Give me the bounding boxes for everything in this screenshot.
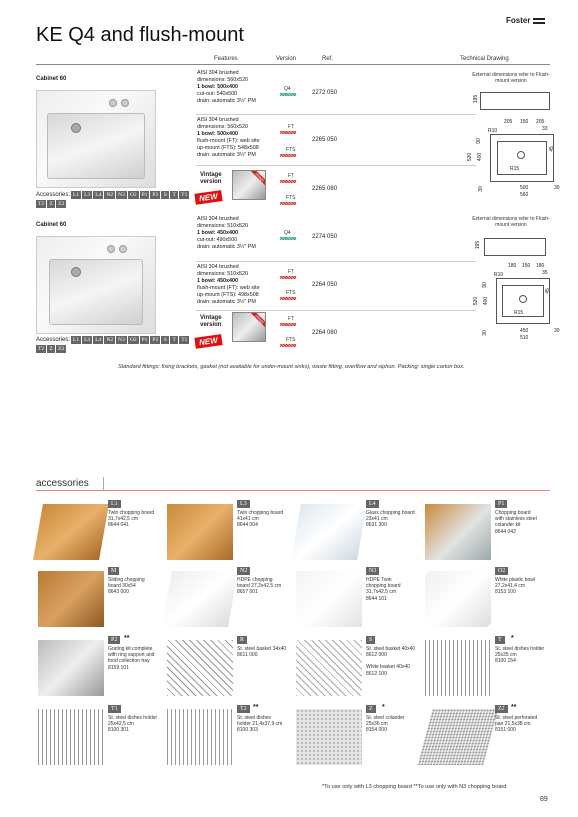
accessory-code: N2 xyxy=(237,567,250,575)
brand-mark-icon xyxy=(533,18,545,24)
accessory-description xyxy=(237,577,305,596)
accessory-line: 27,2x41,4 cm xyxy=(495,583,526,590)
accessory-chip: P1 xyxy=(141,192,148,198)
accessory-code: T xyxy=(495,636,505,644)
spec-line: AISI 304 brushed xyxy=(197,117,239,123)
accessory-line: Glass chopping board xyxy=(366,510,415,516)
accessory-code: Z xyxy=(366,705,376,713)
accessory-description xyxy=(495,577,563,596)
vintage-version-label xyxy=(200,172,222,186)
accessory-line: 31,7x42,5 cm xyxy=(366,589,397,596)
accessory-image xyxy=(38,640,104,696)
dim-label: R10 xyxy=(494,272,504,278)
accessory-chip: N2 xyxy=(106,192,114,198)
accessory-chip: O2 xyxy=(129,337,137,343)
accessory-line: 25x42,5 cm xyxy=(108,721,134,728)
accessory-description xyxy=(495,715,563,734)
accessory-image xyxy=(425,571,491,627)
accessory-image xyxy=(296,709,362,765)
accessory-image xyxy=(33,504,109,560)
footnote: *To use only with L3 chopping board **To use only with N3 chopping board xyxy=(322,784,507,790)
row-divider xyxy=(196,261,476,262)
accessory-description xyxy=(108,715,176,734)
accessory-line: 8100 303 xyxy=(237,727,258,734)
spec-line: up-mount (FTS): 548x508 xyxy=(197,145,259,151)
header-technical-drawing: Technical Drawing xyxy=(460,56,509,62)
spec-line: drain: automatic 3½" PM xyxy=(197,152,256,158)
spec-line: up-mount (FTS): 498x508 xyxy=(197,292,259,298)
drain-outline xyxy=(519,295,527,303)
dim-label: 450 xyxy=(520,328,529,334)
version-code: FTS xyxy=(286,337,296,343)
row-divider xyxy=(196,310,476,311)
version-code: FT xyxy=(288,124,295,130)
accessory-chip: P2 xyxy=(152,192,159,198)
dim-label: 520 xyxy=(467,152,474,162)
accessory-line: 23x41 cm xyxy=(366,516,388,523)
dim-label: 195 xyxy=(473,94,480,104)
accessory-image xyxy=(417,709,498,765)
version-code: FTS xyxy=(286,290,296,296)
accessory-line: board 27,2x42,5 cm xyxy=(237,583,282,590)
dim-label: 30 xyxy=(477,186,484,192)
dim-label: 560 xyxy=(520,192,529,198)
dim-label: 400 xyxy=(477,152,484,162)
vintage-sink-image xyxy=(232,170,266,200)
spec-line: 1 bowl: 500x400 xyxy=(197,84,239,90)
version-code: Q4 xyxy=(284,86,291,92)
new-badge: NEW xyxy=(194,190,222,205)
tap-hole-icon xyxy=(121,99,129,107)
accessory-line: St. steel basket 34x40 xyxy=(237,646,287,652)
accessory-line: 8153 100 xyxy=(495,589,516,596)
accessory-image xyxy=(167,504,233,560)
vintage-tag: vintage xyxy=(250,170,266,187)
cabinet-1-label: Cabinet 60 xyxy=(36,76,67,82)
spec-line: flush-mount (FT): web site xyxy=(197,285,260,291)
accessory-line: White plastic bowl xyxy=(495,577,536,583)
accessory-image xyxy=(38,709,104,765)
accessory-image xyxy=(38,571,104,627)
dim-label: 180 xyxy=(508,263,517,269)
tap-hole-icon xyxy=(119,245,127,253)
accessory-code: O2 xyxy=(495,567,508,575)
accessory-line: St. steel dishes xyxy=(237,715,271,721)
sink-bowl xyxy=(47,113,145,179)
spec-line: cut-out: 490x500 xyxy=(197,237,238,243)
version-swatch xyxy=(280,323,296,326)
brand-name: Foster xyxy=(506,16,531,25)
new-badge: NEW xyxy=(194,334,222,349)
drain-icon xyxy=(71,267,81,277)
accessory-chip: T xyxy=(170,336,178,344)
accessory-code: R xyxy=(237,636,247,644)
dim-label: 150 xyxy=(522,263,531,269)
accessory-line: Grating kit complete xyxy=(108,646,153,652)
accessory-description xyxy=(108,510,176,529)
accessory-code: T1 xyxy=(108,705,121,713)
accessory-line: chopping board xyxy=(366,583,401,590)
dim-label: 35 xyxy=(542,270,548,276)
spec-line: flush-mount (FT): web site xyxy=(197,138,260,144)
ref-code: 2272 050 xyxy=(312,90,338,96)
accessory-line: 8644 042 xyxy=(495,528,516,535)
tap-hole-icon xyxy=(107,245,115,253)
version-swatch xyxy=(280,297,296,300)
accessory-description xyxy=(495,646,563,665)
cab1-row2-spec xyxy=(197,117,295,159)
side-view-drawing xyxy=(480,92,550,110)
spec-line: AISI 304 brushed xyxy=(197,264,239,270)
accessory-chip: L3 xyxy=(84,192,91,198)
vintage-sink-image xyxy=(232,312,266,342)
accessory-chip: L4 xyxy=(95,337,102,343)
accessory-code: S xyxy=(366,636,375,644)
accessory-star: * xyxy=(511,635,514,642)
accessory-line: 8631 300 xyxy=(366,522,387,529)
dim-label: 205 xyxy=(504,119,513,125)
accessory-description xyxy=(495,510,563,535)
vintage-line: version xyxy=(200,179,222,185)
accessory-line: 25x36 cm xyxy=(366,721,388,728)
dim-label: R10 xyxy=(488,128,498,134)
ref-code: 2265 080 xyxy=(312,186,338,192)
dim-label: 150 xyxy=(520,119,529,125)
spec-line: AISI 304 brushed xyxy=(197,70,239,76)
accessory-code: T2 xyxy=(237,705,250,713)
dim-label: 195 xyxy=(475,240,482,250)
version-swatch xyxy=(280,180,296,183)
accessory-line: Twin chopping board xyxy=(237,510,284,516)
accessory-description xyxy=(237,510,305,529)
accessory-chip: O2 xyxy=(129,192,137,198)
accessory-image xyxy=(425,504,491,560)
accessory-line: 8644 101 xyxy=(366,595,387,602)
cab2-row2-spec xyxy=(197,264,295,306)
vintage-line: Vintage xyxy=(200,172,222,178)
version-code: Q4 xyxy=(284,230,291,236)
accessory-chip: P1 xyxy=(141,337,148,343)
accessory-line: HDPE Twin xyxy=(366,577,392,583)
accessory-line: food collection tray xyxy=(108,658,150,665)
version-code: FTS xyxy=(286,195,296,201)
accessory-star: ** xyxy=(511,704,517,711)
side-view-drawing xyxy=(484,238,546,256)
header-version: Version xyxy=(276,56,297,62)
accessory-line: 31,7x42,5 cm xyxy=(108,516,139,523)
accessory-chip: N2 xyxy=(106,337,114,343)
accessory-chip: T2 xyxy=(38,201,45,207)
dim-label: 45 xyxy=(548,146,555,152)
row-divider xyxy=(196,114,476,115)
accessory-line: Chopping board xyxy=(495,510,531,516)
accessory-line: pan 21,5x38 cm xyxy=(495,721,531,728)
accessories-divider xyxy=(36,490,550,491)
accessory-line: with stainless steel xyxy=(495,516,537,523)
accessory-line: board 30x54 xyxy=(108,583,136,590)
header-divider xyxy=(36,64,550,65)
accessory-code: P2 xyxy=(108,636,120,644)
accessory-description xyxy=(237,715,305,734)
sink-bowl xyxy=(49,259,143,325)
dim-label: R15 xyxy=(514,310,524,316)
accessory-chip: S xyxy=(161,336,169,344)
dim-label: R15 xyxy=(510,166,520,172)
accessory-code: L3 xyxy=(237,500,250,508)
accessory-star: * xyxy=(382,704,385,711)
spec-line: drain: automatic 3½" PM xyxy=(197,299,256,305)
accessory-line: colander kit xyxy=(495,522,521,529)
accessory-description xyxy=(366,646,434,677)
accessory-line: St. steel perforated xyxy=(495,715,538,721)
spec-line: drain: automatic 3½" PM xyxy=(197,98,256,104)
version-swatch xyxy=(280,93,296,96)
accessory-line: White basket 40x40 xyxy=(366,664,410,671)
header-features: Features xyxy=(214,56,238,62)
accessory-description xyxy=(108,646,176,671)
tech-note: External dimensions refer to Flush-mount version xyxy=(472,72,550,84)
vintage-line: Vintage xyxy=(200,315,222,321)
accessory-image xyxy=(425,640,491,696)
accessory-line: 8100 154 xyxy=(495,658,516,665)
dim-label: 30 xyxy=(554,328,560,334)
accessory-line: 8644 004 xyxy=(237,522,258,529)
vintage-tag: vintage xyxy=(250,312,266,329)
accessory-chip: L4 xyxy=(95,192,102,198)
top-view-drawing xyxy=(490,134,554,182)
accessory-chip: T1 xyxy=(181,337,188,343)
accessories-label: Accessories: xyxy=(36,337,71,343)
spec-line: cut-out: 540x500 xyxy=(197,91,238,97)
spec-line: dimensions: 510x520 xyxy=(197,223,248,229)
cab2-row1-spec xyxy=(197,216,292,251)
dim-label: 30 xyxy=(481,330,488,336)
accessories-list-2 xyxy=(36,336,196,353)
spec-line: dimensions: 560x520 xyxy=(197,124,248,130)
version-swatch xyxy=(280,344,296,347)
dim-label: 400 xyxy=(483,296,490,306)
accessory-code: N3 xyxy=(366,567,379,575)
sink-image-2 xyxy=(36,236,156,334)
dim-label: 90 xyxy=(475,138,482,144)
spec-line: dimensions: 560x520 xyxy=(197,77,248,83)
accessory-image xyxy=(167,640,233,696)
accessory-line: St. steel dishes holder xyxy=(495,646,545,652)
version-code: FT xyxy=(288,269,295,275)
dim-label: 33 xyxy=(542,126,548,132)
accessory-chip: Z xyxy=(47,345,55,353)
accessory-line: 8611 000 xyxy=(237,652,258,659)
accessories-label: Accessories: xyxy=(36,192,71,198)
accessory-chip: Z xyxy=(47,200,55,208)
accessory-image xyxy=(296,571,362,627)
accessory-line: 8159 101 xyxy=(108,664,129,671)
sink-image-1 xyxy=(36,90,156,188)
vintage-version-label xyxy=(200,315,222,329)
accessory-chip: Z2 xyxy=(58,201,65,207)
page-title: KE Q4 and flush-mount xyxy=(36,24,244,46)
spec-line: 1 bowl: 450x400 xyxy=(197,230,239,236)
version-code: FT xyxy=(288,173,295,179)
dim-label: 180 xyxy=(536,263,545,269)
vintage-line: version xyxy=(200,322,222,328)
dim-label: 45 xyxy=(544,288,551,294)
dim-label: 500 xyxy=(520,185,529,191)
accessory-line: holder 21,4x37,9 cm xyxy=(237,721,283,728)
row-divider xyxy=(196,165,476,166)
ref-code: 2264 050 xyxy=(312,282,338,288)
spec-line: 1 bowl: 450x400 xyxy=(197,278,239,284)
accessory-chip: L1 xyxy=(73,337,80,343)
accessory-image xyxy=(162,571,238,627)
accessories-list-1 xyxy=(36,191,196,208)
accessory-chip: L3 xyxy=(84,337,91,343)
brand-logo xyxy=(506,16,545,25)
page-number: 89 xyxy=(540,796,548,803)
accessory-chip: T xyxy=(170,191,178,199)
accessory-star: ** xyxy=(124,635,130,642)
accessory-code: P1 xyxy=(495,500,507,508)
dim-label: 205 xyxy=(536,119,545,125)
accessory-line: St. steel colander xyxy=(366,715,405,721)
version-swatch xyxy=(280,276,296,279)
accessory-chip: L1 xyxy=(73,192,80,198)
accessories-title: accessories xyxy=(36,478,89,489)
ref-code: 2265 050 xyxy=(312,137,338,143)
spec-line: AISI 304 brushed xyxy=(197,216,239,222)
drain-icon xyxy=(71,123,81,133)
accessory-chip: P2 xyxy=(152,337,159,343)
accessory-line: 8612 000 xyxy=(366,652,387,659)
version-code: FT xyxy=(288,316,295,322)
accessory-description xyxy=(366,715,434,734)
accessory-chip: N3 xyxy=(118,337,125,343)
accessory-line: HDPE chopping xyxy=(237,577,273,583)
cab1-row1-spec xyxy=(197,70,292,105)
ref-code: 2264 080 xyxy=(312,330,338,336)
accessory-line: 25x35 cm xyxy=(495,652,517,659)
accessory-line: 41x41 cm xyxy=(237,516,259,523)
accessory-code: M xyxy=(108,567,119,575)
drain-outline xyxy=(517,151,525,159)
accessory-image xyxy=(167,709,233,765)
accessory-image xyxy=(296,640,362,696)
dim-label: 30 xyxy=(554,185,560,191)
accessory-line: 8151 000 xyxy=(495,727,516,734)
accessory-line: Twin chopping board xyxy=(108,510,155,516)
tech-note: External dimensions refer to Flush-mount version xyxy=(472,216,550,228)
spec-line: dimensions: 510x520 xyxy=(197,271,248,277)
version-swatch xyxy=(280,202,296,205)
version-swatch xyxy=(280,131,296,134)
dim-label: 90 xyxy=(481,282,488,288)
accessory-line: 8643 000 xyxy=(108,589,129,596)
top-view-drawing xyxy=(496,278,550,324)
accessory-line: 8612 100 xyxy=(366,670,387,677)
accessory-code: Z2 xyxy=(495,705,508,713)
version-swatch xyxy=(280,154,296,157)
accessory-image xyxy=(291,504,367,560)
accessory-chip: S xyxy=(161,191,169,199)
version-swatch xyxy=(280,237,296,240)
accessory-line: Sliding chopping xyxy=(108,577,145,583)
cabinet-2-label: Cabinet 60 xyxy=(36,222,67,228)
accessory-description xyxy=(366,577,434,602)
ref-code: 2274 050 xyxy=(312,234,338,240)
spec-line: 1 bowl: 500x400 xyxy=(197,131,239,137)
accessory-line: with ring support and xyxy=(108,652,155,659)
accessory-code: L4 xyxy=(366,500,379,508)
accessory-line: St. steel basket 40x40 xyxy=(366,646,416,652)
accessory-line: 8644 041 xyxy=(108,522,129,529)
accessory-line: 8657 001 xyxy=(237,589,258,596)
accessory-star: ** xyxy=(253,704,259,711)
version-code: FTS xyxy=(286,147,296,153)
accessory-description xyxy=(366,510,434,529)
accessory-line: 8154 000 xyxy=(366,727,387,734)
header-ref: Ref. xyxy=(322,56,334,62)
accessory-code: L1 xyxy=(108,500,121,508)
accessory-chip: T1 xyxy=(181,192,188,198)
accessory-line: St. steel dishes holder xyxy=(108,715,158,721)
accessory-chip: Z2 xyxy=(58,346,65,352)
dim-label: 510 xyxy=(520,335,529,341)
standard-fittings-note: Standard fittings: fixing brackets, gasket (not available for under-mount sinks), waste fitting, overflow and siphon. Packing: single carton box. xyxy=(118,364,465,370)
accessory-chip: N3 xyxy=(118,192,125,198)
accessory-description xyxy=(237,646,305,658)
tap-hole-icon xyxy=(109,99,117,107)
accessory-description xyxy=(108,577,176,596)
accessory-chip: T2 xyxy=(38,346,45,352)
accessory-line: 8100 301 xyxy=(108,727,129,734)
dim-label: 520 xyxy=(473,296,480,306)
spec-line: drain: automatic 3½" PM xyxy=(197,244,256,250)
